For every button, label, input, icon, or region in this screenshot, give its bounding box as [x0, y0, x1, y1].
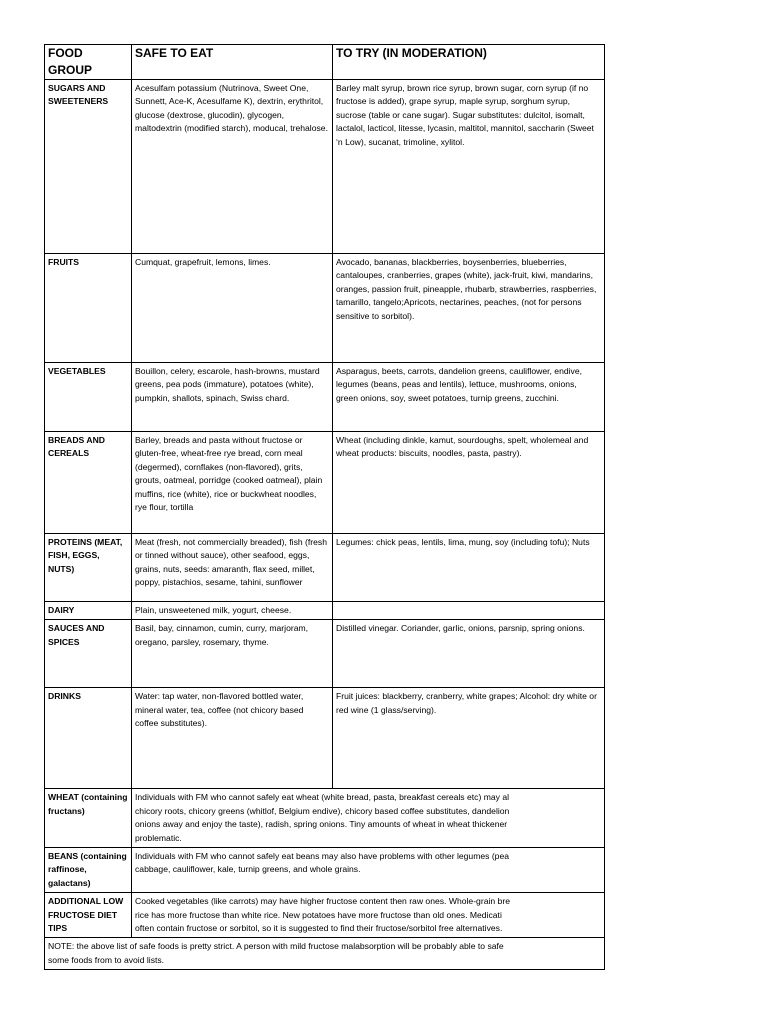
note-row	[45, 938, 605, 970]
header-row	[45, 45, 605, 80]
food-table	[44, 44, 605, 970]
food-group-cell: BEANS (containing raffinose, galactans)	[45, 848, 132, 893]
table-row	[45, 602, 605, 620]
try-cell: Legumes: chick peas, lentils, lima, mung, soy (including tofu); Nuts	[333, 534, 605, 602]
tips-notes-cell	[132, 893, 605, 938]
table-row	[45, 893, 605, 938]
text-line: often contain fructose or sorbitol, so it is suggested to find their fructose/sorbitol free alternatives.	[135, 923, 503, 934]
text-line: onions away and enjoy the taste), radish, spring onions. Tiny amounts of wheat in wheat thickener	[135, 819, 508, 830]
text-line: Individuals with FM who cannot safely eat beans may also have problems with other legumes (pea	[135, 851, 510, 862]
try-cell: Fruit juices: blackberry, cranberry, white grapes; Alcohol: dry white or red wine (1 glass/serving).	[333, 688, 605, 789]
safe-cell: Basil, bay, cinnamon, cumin, curry, marjoram, oregano, parsley, rosemary, thyme.	[132, 620, 333, 688]
food-group-cell: ADDITIONAL LOW FRUCTOSE DIET TIPS	[45, 893, 132, 938]
try-cell: Barley malt syrup, brown rice syrup, brown sugar, corn syrup (if no fructose is added), grape syrup, maple syrup, sorghum syrup, sucrose (table or cane sugar). Sugar substitutes: dulcitol, isomalt, lactalol, lacticol, litesse, lycasin, maltitol, mannitol, saccharin (Sweet ‘n Low), sucanat, trimoline, xylitol.	[333, 80, 605, 254]
beans-notes-cell	[132, 848, 605, 893]
safe-cell: Acesulfam potassium (Nutrinova, Sweet One, Sunnett, Ace-K, Acesulfame K), dextrin, erythritol, glucose (dextrose, glucodin), glycogen, maltodextrin (modified starch), moducal, trehalose.	[132, 80, 333, 254]
text-line: rice has more fructose than white rice. New potatoes have more fructose than old ones. Medicati	[135, 909, 502, 920]
food-group-cell: WHEAT (containing fructans)	[45, 789, 132, 848]
table-row	[45, 80, 605, 254]
text-line: cabbage, cauliflower, kale, turnip greens, and whole grains.	[135, 864, 361, 875]
safe-cell: Bouillon, celery, escarole, hash-browns, mustard greens, pea pods (immature), potatoes (white), pumpkin, shallots, spinach, Swiss chard.	[132, 363, 333, 432]
note-cell	[45, 938, 605, 970]
safe-cell: Plain, unsweetened milk, yogurt, cheese.	[132, 602, 333, 620]
try-cell: Avocado, bananas, blackberries, boysenberries, blueberries, cantaloupes, cranberries, grapes (white), jack-fruit, kiwi, mandarins, oranges, passion fruit, pineapple, rhubarb, strawberries, raspberries, tamarillo, tangelo;Apricots, nectarines, peaches, (not for persons sensitive to sorbitol).	[333, 254, 605, 363]
header-safe-to-eat: SAFE TO EAT	[132, 45, 333, 80]
food-group-cell: VEGETABLES	[45, 363, 132, 432]
food-group-cell: SUGARS AND SWEETENERS	[45, 80, 132, 254]
text-line: Individuals with FM who cannot safely eat wheat (white bread, pasta, breakfast cereals etc) may al	[135, 792, 510, 803]
header-food-group: FOOD GROUP	[45, 45, 132, 80]
food-group-cell: FRUITS	[45, 254, 132, 363]
table-row	[45, 363, 605, 432]
wheat-notes-cell	[132, 789, 605, 848]
try-cell: Asparagus, beets, carrots, dandelion greens, cauliflower, endive, legumes (beans, peas and lentils), lettuce, mushrooms, onions, green onions, soy, sweet potatoes, turnip greens, zucchini.	[333, 363, 605, 432]
header-to-try: TO TRY (IN MODERATION)	[333, 45, 605, 80]
food-group-cell: PROTEINS (MEAT, FISH, EGGS, NUTS)	[45, 534, 132, 602]
table-row	[45, 789, 605, 848]
safe-cell: Cumquat, grapefruit, lemons, limes.	[132, 254, 333, 363]
text-line: Cooked vegetables (like carrots) may have higher fructose content then raw ones. Whole-grain bre	[135, 896, 510, 907]
text-line: some foods from to avoid lists.	[48, 954, 165, 965]
safe-cell: Water: tap water, non-flavored bottled water, mineral water, tea, coffee (not chicory based coffee substitutes).	[132, 688, 333, 789]
table-row	[45, 848, 605, 893]
table-row	[45, 432, 605, 534]
text-line: chicory roots, chicory greens (whitlof, Belgium endive), chicory based coffee substitutes, dandelion	[135, 805, 510, 816]
text-line: problematic.	[135, 832, 182, 843]
safe-cell: Meat (fresh, not commercially breaded), fish (fresh or tinned without sauce), other seafood, eggs, grains, nuts, seeds: amaranth, flax seed, millet, poppy, pistachios, sesame, tahini, sunflower	[132, 534, 333, 602]
text-line: NOTE: the above list of safe foods is pretty strict. A person with mild fructose malabsorption will be probably able to safe	[48, 941, 504, 952]
food-group-cell: DAIRY	[45, 602, 132, 620]
food-group-cell: SAUCES AND SPICES	[45, 620, 132, 688]
food-group-cell: DRINKS	[45, 688, 132, 789]
try-cell	[333, 602, 605, 620]
food-group-cell: BREADS AND CEREALS	[45, 432, 132, 534]
try-cell: Distilled vinegar. Coriander, garlic, onions, parsnip, spring onions.	[333, 620, 605, 688]
safe-cell: Barley, breads and pasta without fructose or gluten-free, wheat-free rye bread, corn meal (degermed), cornflakes (non-flavored), grits, grouts, oatmeal, porridge (cooked oatmeal), plain muffins, rice (white), rice or buckwheat noodles, rye flour, tortilla	[132, 432, 333, 534]
table-row	[45, 620, 605, 688]
table-row	[45, 688, 605, 789]
table-row	[45, 254, 605, 363]
food-table-viewport	[44, 44, 597, 965]
table-row	[45, 534, 605, 602]
try-cell: Wheat (including dinkle, kamut, sourdoughs, spelt, wholemeal and wheat products: biscuits, noodles, pasta, pastry).	[333, 432, 605, 534]
